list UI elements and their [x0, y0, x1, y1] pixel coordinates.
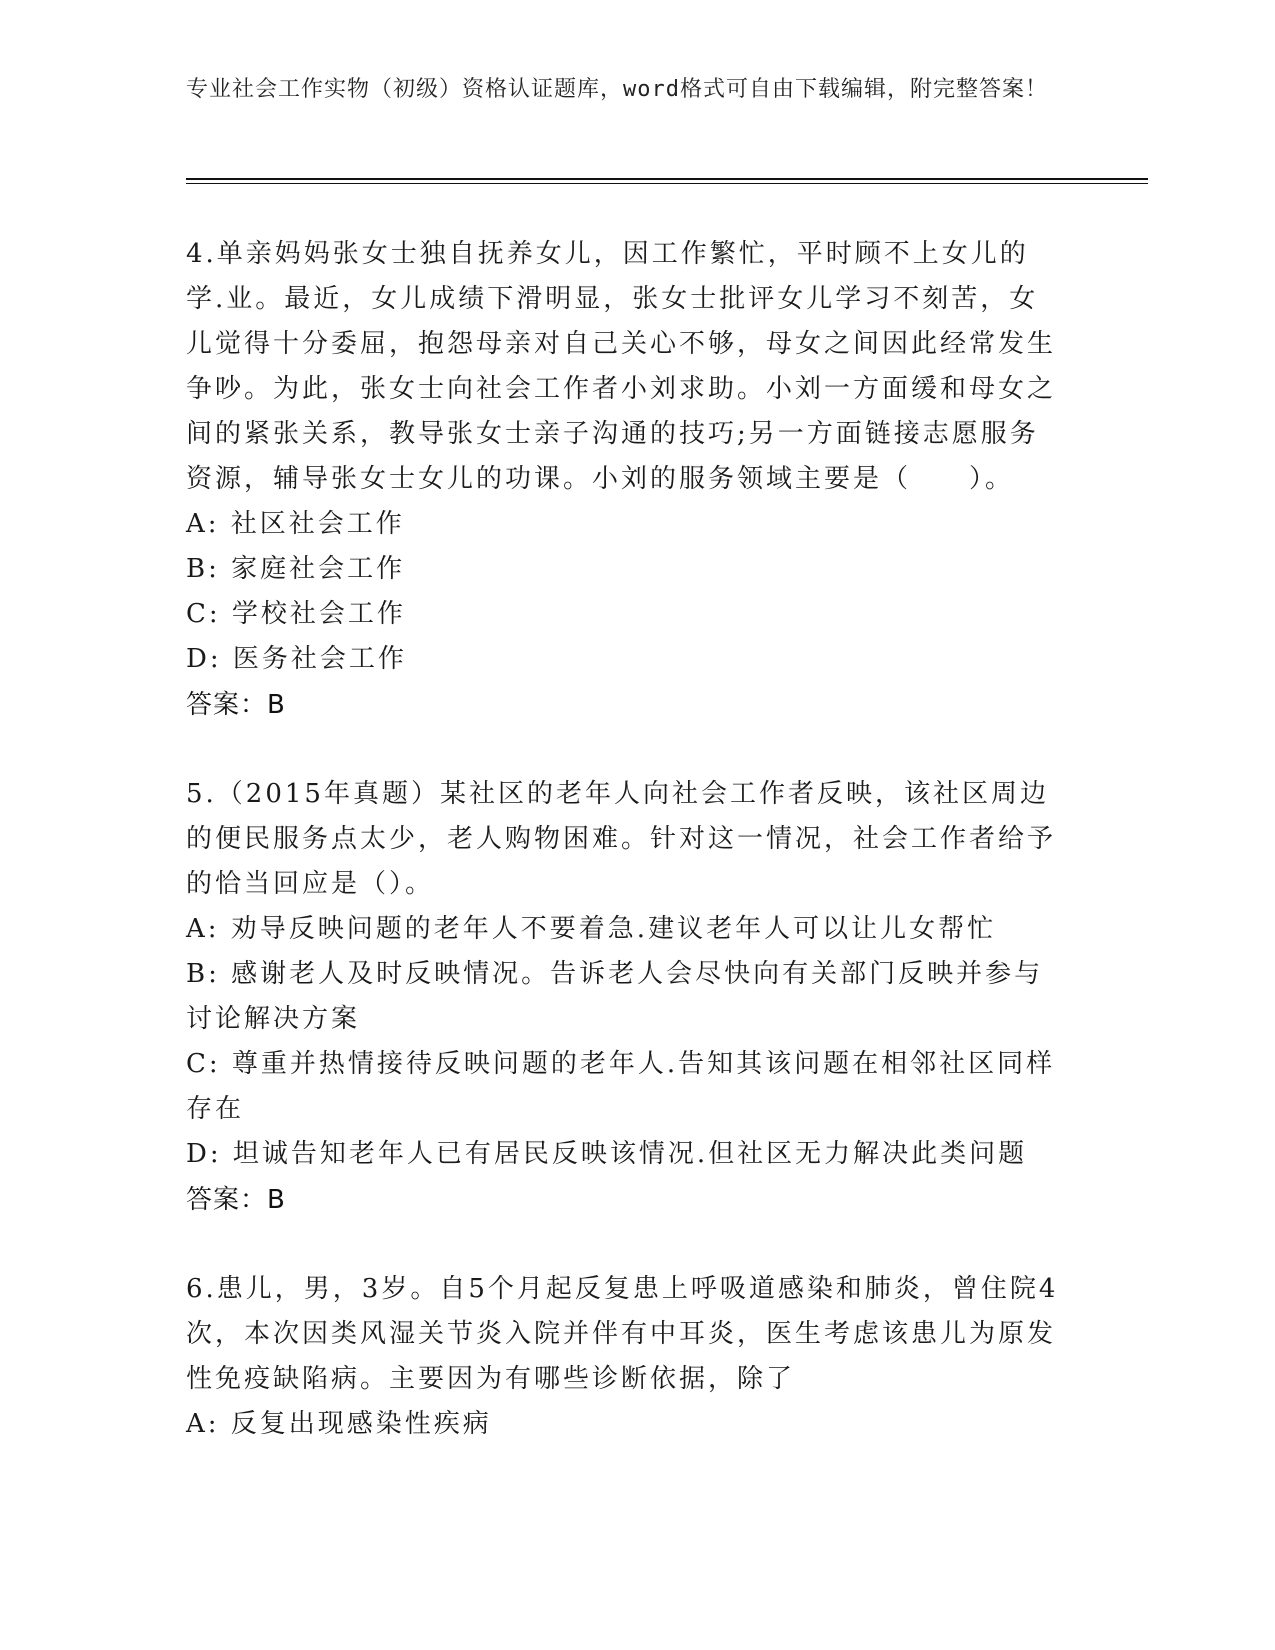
option-b: B: 家庭社会工作	[186, 554, 406, 584]
answer-line: 答案：B	[186, 690, 286, 720]
option-a: A: 反复出现感染性疾病	[186, 1409, 492, 1439]
option-a: A: 劝导反映问题的老年人不要着急.建议老年人可以让儿女帮忙	[186, 914, 997, 944]
question-5	[186, 772, 1066, 1223]
question-stem: 5.（2015年真题）某社区的老年人向社会工作者反映，该社区周边的便民服务点太少，老人购物困难。针对这一情况，社会工作者给予的恰当回应是（）。	[186, 779, 1057, 899]
option-d: D: 医务社会工作	[186, 644, 407, 674]
page-header-text: 专业社会工作实物（初级）资格认证题库，word格式可自由下载编辑，附完整答案！	[186, 77, 1048, 102]
header-divider-thin	[186, 183, 1148, 184]
answer-line: 答案：B	[186, 1185, 286, 1215]
question-stem: 4.单亲妈妈张女士独自抚养女儿，因工作繁忙，平时顾不上女儿的学.业。最近，女儿成绩下滑明显，张女士批评女儿学习不刻苦，女儿觉得十分委屈，抱怨母亲对自己关心不够，母女之间因此经常发生争吵。为此，张女士向社会工作者小刘求助。小刘一方面缓和母女之间的紧张关系，教导张女士亲子沟通的技巧;另一方面链接志愿服务资源，辅导张女士女儿的功课。小刘的服务领域主要是（ ）。	[186, 239, 1057, 494]
option-d: D: 坦诚告知老年人已有居民反映该情况.但社区无力解决此类问题	[186, 1139, 1028, 1169]
option-c: C: 学校社会工作	[186, 599, 406, 629]
question-6	[186, 1267, 1066, 1447]
option-a: A: 社区社会工作	[186, 509, 405, 539]
header-divider-thick	[186, 178, 1148, 180]
question-stem: 6.患儿，男，3岁。自5个月起反复患上呼吸道感染和肺炎，曾住院4次，本次因类风湿关节炎入院并伴有中耳炎，医生考虑该患儿为原发性免疫缺陷病。主要因为有哪些诊断依据，除了	[186, 1274, 1059, 1394]
option-c: C: 尊重并热情接待反映问题的老年人.告知其该问题在相邻社区同样存在	[186, 1049, 1056, 1124]
question-4	[186, 232, 1066, 728]
option-b: B: 感谢老人及时反映情况。告诉老人会尽快向有关部门反映并参与讨论解决方案	[186, 959, 1044, 1034]
question-list	[186, 232, 1066, 1491]
